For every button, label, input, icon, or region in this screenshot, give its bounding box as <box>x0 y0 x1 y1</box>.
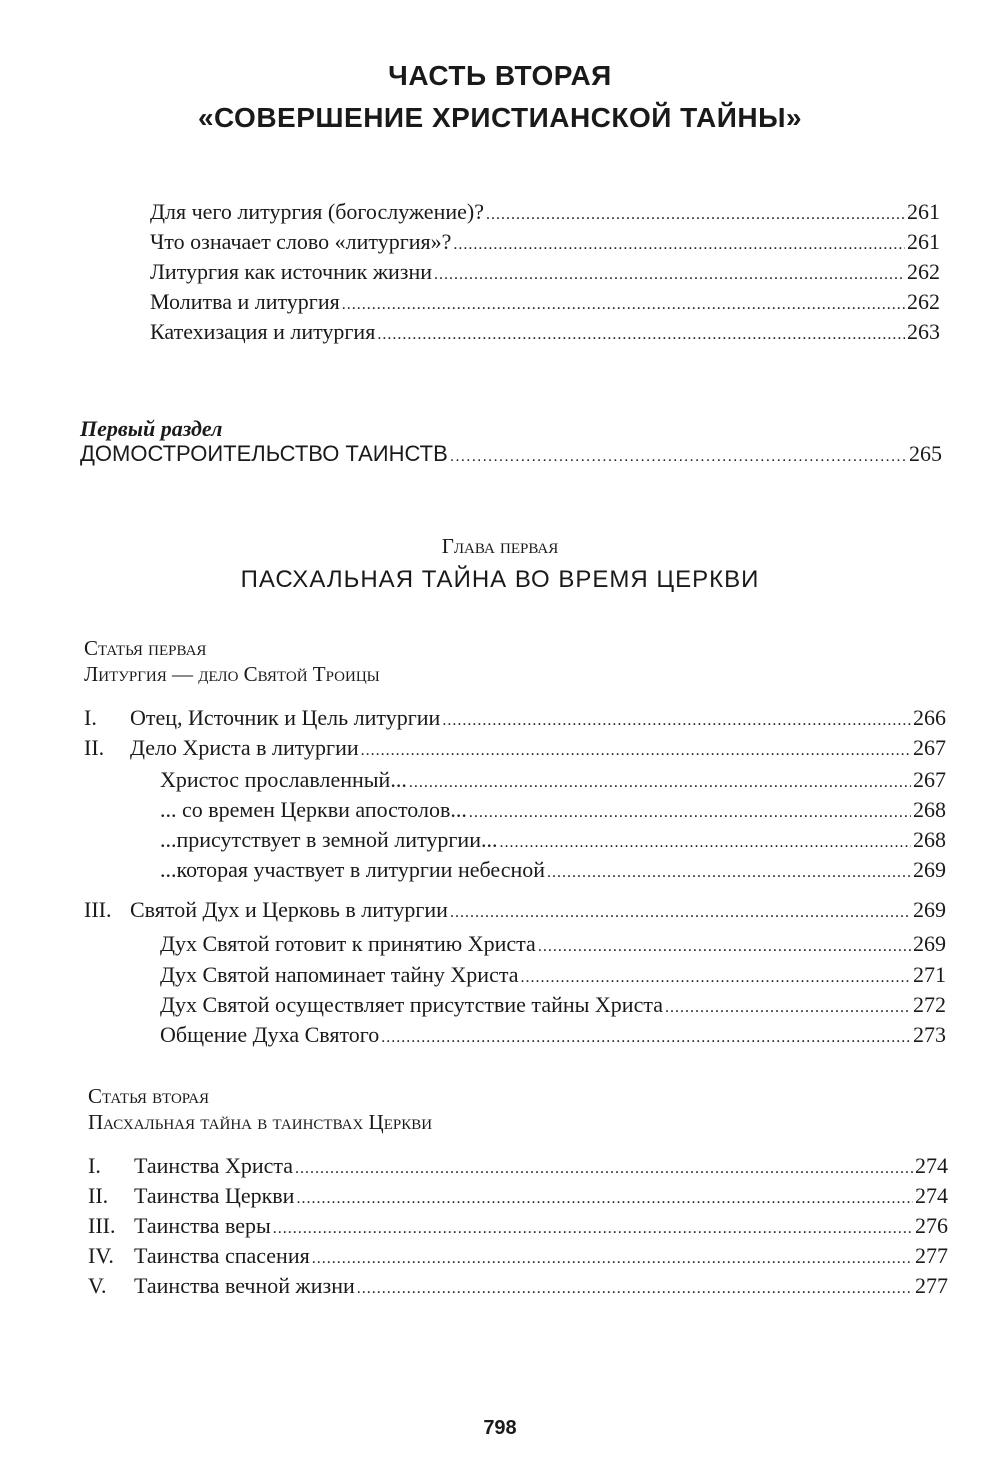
page-number: 798 <box>483 1417 517 1439</box>
toc-entry-number: IV. <box>88 1243 114 1268</box>
leader-dots <box>381 1024 911 1052</box>
toc-entry-number: III. <box>88 1213 116 1238</box>
toc-entry-title: Отец, Источник и Цель литургии <box>130 705 441 730</box>
toc-entry[interactable] <box>150 198 940 226</box>
toc-subentry[interactable] <box>160 991 946 1019</box>
toc-entry-title: Таинства Христа <box>134 1153 294 1178</box>
toc-entry-title: Дело Христа в литургии <box>130 735 359 760</box>
toc-entry-title: Дух Святой осуществляет присутствие тайны Христа <box>160 992 663 1017</box>
leader-dots <box>273 1215 913 1243</box>
toc-entry-page: 277 <box>915 1243 948 1268</box>
toc-entry-section[interactable] <box>80 440 942 468</box>
leader-dots <box>450 899 911 927</box>
toc-entry[interactable] <box>150 288 940 316</box>
leader-dots <box>312 1245 913 1273</box>
toc-subentry[interactable] <box>160 1021 946 1049</box>
leader-dots <box>434 261 905 289</box>
toc-entry[interactable] <box>84 704 946 732</box>
leader-dots <box>361 737 911 765</box>
leader-dots <box>450 443 907 471</box>
toc-entry[interactable] <box>88 1242 948 1270</box>
toc-subentry[interactable] <box>160 826 946 854</box>
toc-entry-title: Для чего литургия (богослужение)? <box>150 199 484 224</box>
toc-subentry[interactable] <box>160 930 946 958</box>
toc-entry-title: Литургия как источник жизни <box>150 259 433 284</box>
toc-entry-page: 272 <box>913 992 946 1017</box>
toc-subentry[interactable] <box>160 856 946 884</box>
leader-dots <box>499 829 911 857</box>
toc-entry-page: 273 <box>913 1022 946 1047</box>
toc-entry-number: I. <box>88 1153 101 1178</box>
article2-title: Пасхальная тайна в таинствах Церкви <box>88 1110 433 1134</box>
toc-entry-title: Таинства веры <box>134 1213 271 1238</box>
toc-entry-page: 267 <box>913 735 946 760</box>
toc-entry-page: 261 <box>907 199 940 224</box>
section-label: Первый раздел <box>80 416 223 441</box>
chapter-title: ПАСХАЛЬНАЯ ТАЙНА ВО ВРЕМЯ ЦЕРКВИ <box>240 566 760 593</box>
leader-dots <box>296 1185 913 1213</box>
leader-dots <box>295 1155 913 1183</box>
toc-entry-number: II. <box>88 1183 109 1208</box>
toc-entry-number: V. <box>88 1273 107 1298</box>
toc-entry[interactable] <box>88 1212 948 1240</box>
toc-entry-title: ...присутствует в земной литургии... <box>160 827 498 852</box>
toc-entry-title: ...которая участвует в литургии небесной <box>160 857 546 882</box>
article2-label: Статья вторая <box>88 1084 210 1108</box>
toc-entry-page: 271 <box>913 962 946 987</box>
toc-entry-title: Катехизация и литургия <box>150 319 376 344</box>
toc-entry-page: 266 <box>913 705 946 730</box>
leader-dots <box>469 799 911 827</box>
section-title: ДОМОСТРОИТЕЛЬСТВО ТАИНСТВ <box>80 441 448 466</box>
toc-entry[interactable] <box>88 1152 948 1180</box>
toc-entry[interactable] <box>150 258 940 286</box>
toc-entry-title: Молитва и литургия <box>150 289 340 314</box>
toc-entry-title: ... со времен Церкви апостолов... <box>160 797 467 822</box>
toc-entry-title: Таинства Церкви <box>134 1183 295 1208</box>
toc-entry-page: 267 <box>913 767 946 792</box>
toc-entry-number: III. <box>84 897 112 922</box>
article1-title: Литургия — дело Святой Троицы <box>84 662 380 686</box>
leader-dots <box>409 769 911 797</box>
toc-entry-title: Дух Святой напоминает тайну Христа <box>160 962 519 987</box>
leader-dots <box>665 994 911 1022</box>
leader-dots <box>520 964 911 992</box>
toc-entry[interactable] <box>150 228 940 256</box>
toc-entry[interactable] <box>88 1182 948 1210</box>
chapter-label: Глава первая <box>441 534 559 558</box>
toc-entry[interactable] <box>88 1272 948 1300</box>
toc-entry-page: 262 <box>907 259 940 284</box>
toc-subentry[interactable] <box>160 961 946 989</box>
leader-dots <box>538 933 911 961</box>
leader-dots <box>453 231 905 259</box>
toc-entry-page: 262 <box>907 289 940 314</box>
toc-entry-number: I. <box>84 705 97 730</box>
toc-entry-title: Таинства вечной жизни <box>134 1273 355 1298</box>
toc-entry-title: Святой Дух и Церковь в литургии <box>130 897 448 922</box>
toc-entry-page: 269 <box>913 931 946 956</box>
toc-entry-page: 268 <box>913 827 946 852</box>
leader-dots <box>442 707 911 735</box>
toc-entry-number: II. <box>84 735 105 760</box>
leader-dots <box>357 1275 913 1303</box>
toc-subentry[interactable] <box>160 796 946 824</box>
toc-entry-title: Общение Духа Святого <box>160 1022 380 1047</box>
toc-entry-page: 274 <box>915 1183 948 1208</box>
leader-dots <box>377 321 905 349</box>
toc-entry-page: 277 <box>915 1273 948 1298</box>
toc-subentry[interactable] <box>160 766 946 794</box>
section-page: 265 <box>909 441 942 466</box>
toc-entry-title: Христос прославленный... <box>160 767 407 792</box>
article1-label: Статья первая <box>84 636 207 660</box>
toc-entry-page: 276 <box>915 1213 948 1238</box>
toc-entry-title: Что означает слово «литургия»? <box>150 229 452 254</box>
part-title-line2: «СОВЕРШЕНИЕ ХРИСТИАНСКОЙ ТАЙНЫ» <box>197 102 803 133</box>
leader-dots <box>547 859 911 887</box>
leader-dots <box>486 201 905 229</box>
toc-entry[interactable] <box>84 734 946 762</box>
toc-entry-page: 261 <box>907 229 940 254</box>
toc-entry[interactable] <box>84 896 946 924</box>
leader-dots <box>342 291 905 319</box>
toc-entry-page: 274 <box>915 1153 948 1178</box>
toc-entry-page: 269 <box>913 897 946 922</box>
toc-entry-page: 269 <box>913 857 946 882</box>
part-title-line1: ЧАСТЬ ВТОРАЯ <box>388 60 612 91</box>
toc-entry[interactable] <box>150 318 940 346</box>
toc-entry-page: 263 <box>907 319 940 344</box>
toc-entry-title: Дух Святой готовит к принятию Христа <box>160 931 536 956</box>
toc-entry-title: Таинства спасения <box>134 1243 310 1268</box>
toc-entry-page: 268 <box>913 797 946 822</box>
